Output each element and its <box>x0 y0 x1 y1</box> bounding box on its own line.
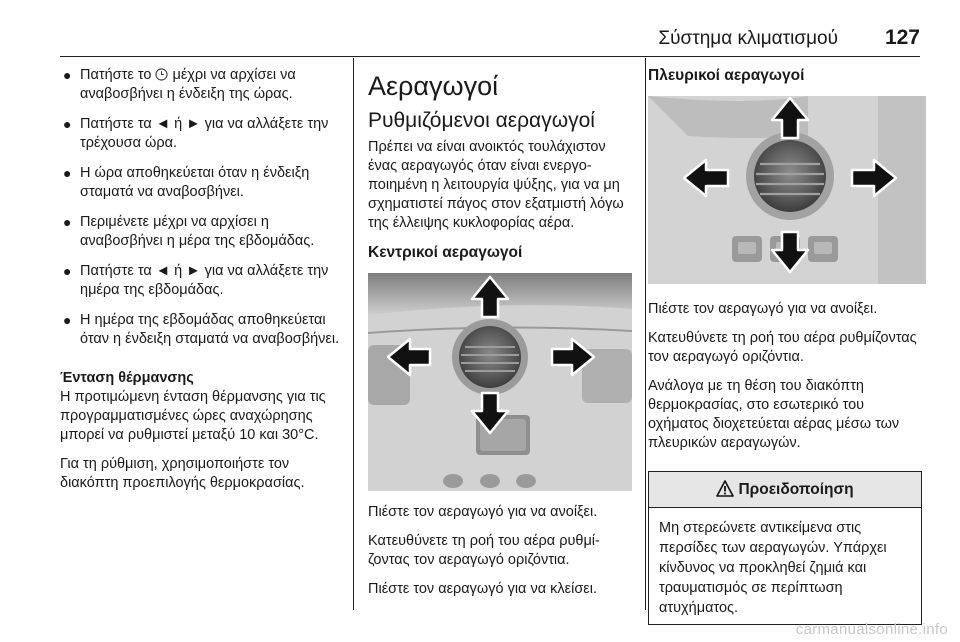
section-title: Σύστημα κλιματισμού <box>658 28 838 49</box>
bullet-icon: ● <box>63 312 72 328</box>
central-direct-text: Κατευθύνετε τη ροή του αέρα ρυθμίζοντας τον αεραγωγό οριζόντια. <box>368 533 600 568</box>
bullet-icon: ● <box>63 67 72 83</box>
warning-body <box>649 508 921 624</box>
sub-heading: Ρυθμιζόμενοι αεραγωγοί <box>368 109 595 132</box>
setting-text: Για τη ρύθμιση, χρησιμοποιήστε τον διακόπτη προεπιλογής θερμοκρασίας. <box>60 456 305 491</box>
side-vent-photo <box>648 96 926 284</box>
column-left <box>60 58 345 503</box>
warning-text: Μη στερεώνετε αντικείμενα στις περσίδες των αεραγωγών. Υπάρχει κίνδυνος να προκληθεί ζημιά και τραυματισμός σε περίπτωση ατυχήματος. <box>659 520 887 616</box>
warning-title-bar <box>649 472 921 508</box>
column-divider <box>645 58 646 610</box>
bullet-icon: ● <box>63 214 72 230</box>
bullet-icon: ● <box>63 263 72 279</box>
main-heading: Αεραγωγοί <box>368 71 499 101</box>
list-item: ● Πατήστε τα ◄ ή ► για να αλλάξετε την τρέχουσα ώρα. <box>63 116 329 151</box>
list-item: ● Η ώρα αποθηκεύεται όταν η ένδειξη σταματά να αναβοσβήνει. <box>63 165 310 200</box>
list-item: ● Περιμένετε μέχρι να αρχίσει η αναβοσβήνει η μέρα της εβδομάδας. <box>63 214 315 249</box>
warning-triangle-icon <box>716 480 734 497</box>
side-open-text: Πιέστε τον αεραγωγό για να ανοίξει. <box>648 301 878 317</box>
clock-icon <box>155 68 168 81</box>
side-vents-heading: Πλευρικοί αεραγωγοί <box>648 67 805 84</box>
page-number: 127 <box>884 26 920 49</box>
warning-title: Προειδοποίηση <box>738 481 854 498</box>
column-middle <box>368 58 632 609</box>
warning-box <box>648 471 922 625</box>
central-open-text: Πιέστε τον αεραγωγό για να ανοίξει. <box>368 504 598 520</box>
page-header <box>60 20 920 57</box>
list-item: ● Πατήστε το μέχρι να αρχίσει να αναβοσβήνει η ένδειξη της ώρας. <box>63 67 296 102</box>
side-direct-text: Κατευθύνετε τη ροή του αέρα ρυθμίζοντας τον αεραγωγό οριζόντια. <box>648 330 917 365</box>
intensity-text: Η προτιμώμενη ένταση θέρμανσης για τις προγραμματισμένες ώρες αναχώρησης μπορεί να ρυθμιστεί μεταξύ 10 και 30°C. <box>60 389 326 443</box>
bullet-icon: ● <box>63 165 72 181</box>
central-close-text: Πιέστε τον αεραγωγό για να κλείσει. <box>368 581 597 597</box>
bullet-icon: ● <box>63 116 72 132</box>
watermark: carmanualsonline.info <box>795 621 948 638</box>
column-right <box>648 58 928 625</box>
side-temperature-text: Ανάλογα με τη θέση του διακόπτη θερμοκρασίας, στο εσωτερικό του οχήματος διοχετεύεται αέρας μέσω των πλευρικών αεραγωγών. <box>648 378 900 451</box>
central-vent-photo <box>368 273 632 491</box>
column-divider <box>353 58 354 610</box>
list-item: ● Η ημέρα της εβδομάδας αποθηκεύεται όταν η ένδειξη σταματά να αναβοσβήνει. <box>63 312 340 347</box>
list-item: ● Πατήστε τα ◄ ή ► για να αλλάξετε την ημέρα της εβδομάδας. <box>63 263 329 298</box>
intro-text: Πρέπει να είναι ανοικτός τουλάχιστον ένας αεραγωγός όταν είναι ενεργοποιημένη η λειτουργία ψύξης, για να μη σχηματιστεί πάγος στον εξατμιστή λόγω της έλλειψης κυκλοφορίας αέρα. <box>368 139 624 231</box>
intensity-heading: Ένταση θέρμανσης <box>60 370 194 386</box>
instruction-list <box>60 66 345 349</box>
central-vents-heading: Κεντρικοί αεραγωγοί <box>368 244 523 261</box>
